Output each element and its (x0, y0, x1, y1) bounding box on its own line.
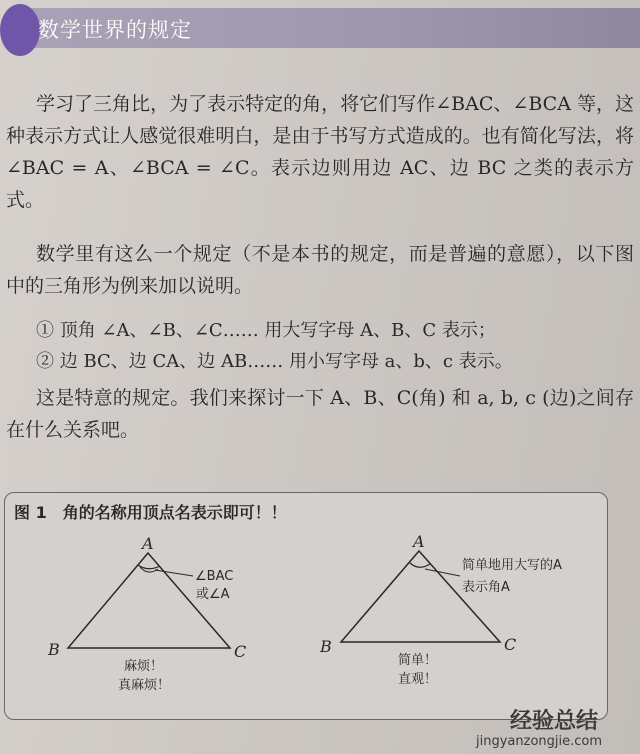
right-comment-2: 直观！ (398, 672, 438, 687)
right-angle-pointer (425, 569, 460, 576)
rule-item-1: ① 顶角 ∠A、∠B、∠C…… 用大写字母 A、B、C 表示； (36, 320, 496, 341)
right-vertex-a: A (413, 532, 425, 551)
left-vertex-a: A (142, 534, 154, 553)
watermark-text: 经验总结 (510, 709, 599, 734)
right-vertex-c: C (504, 635, 517, 654)
left-comment-2: 真麻烦！ (118, 678, 171, 693)
right-angle-note-2: 表示角A (462, 580, 510, 595)
left-vertex-c: C (234, 642, 247, 661)
left-angle-note-1: ∠BAC (195, 569, 234, 584)
right-comment-1: 简单！ (398, 653, 438, 668)
paragraph-1: 学习了三角比，为了表示特定的角，将它们写作∠BAC、∠BCA 等，这种表示方式让人感觉很难明白，是由于书写方式造成的。也有简化写法，将∠BAC = A、∠BCA = ∠C。表示边则用边 AC、边 BC 之类的表示方式。 (6, 93, 634, 211)
left-vertex-b: B (48, 640, 60, 659)
left-angle-pointer (155, 570, 193, 576)
paragraph-2: 数学里有这么一个规定（不是本书的规定，而是普遍的意愿），以下图中的三角形为例来加以说明。 (6, 243, 634, 297)
right-angle-note-1: 简单地用大写的A (462, 558, 562, 573)
right-angle-arc (410, 563, 430, 567)
section-title: 数学世界的规定 (38, 18, 192, 42)
rule-item-2: ② 边 BC、边 CA、边 AB…… 用小写字母 a、b、c 表示。 (36, 351, 513, 372)
figure-caption: 图 1 角的名称用顶点名表示即可！！ (14, 503, 287, 522)
paragraph-3: 这是特意的规定。我们来探讨一下 A、B、C(角) 和 a, b, c (边)之间存在什么关系吧。 (6, 387, 634, 441)
left-angle-note-2: 或∠A (196, 587, 230, 602)
watermark-url: jingyanzongjie.com (476, 734, 603, 749)
left-comment-1: 麻烦！ (124, 659, 164, 674)
right-vertex-b: B (320, 637, 332, 656)
